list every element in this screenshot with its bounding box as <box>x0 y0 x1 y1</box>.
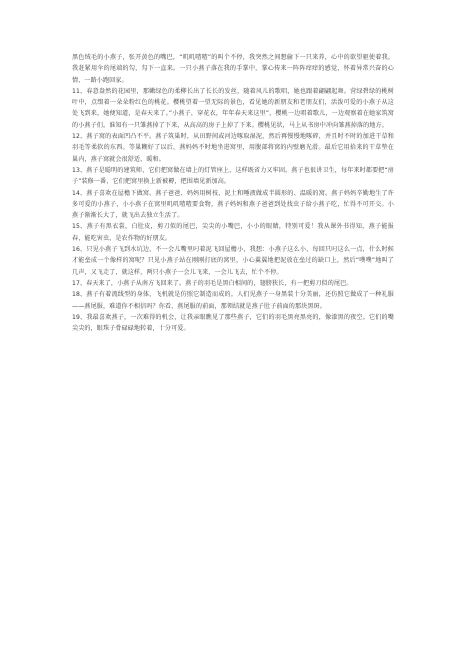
paragraph-13: 13、燕子是聪明的建筑师，它们把窝做在墙上的灯管座上，这样既省力又牢固。燕子也很讲卫生，每年来时都要把“房子”装修一番，它们把窝里换上新被褥，把围墙见新加高。 <box>72 166 394 186</box>
paragraph-12: 12、燕子窝的表面凹凸不平。燕子筑巢时，从田野间或河边啄取湿泥，然后再慢慢地啄碎，并且时不时的加进干草和羽毛等柔软的东西。等巢糊好了以后，燕妈妈不时地坐进窝里，用腹部将窝的内壁磨光滑。最后它用拾来的干草垫在巢内，燕子窝就会很舒适、暖和。 <box>72 133 394 163</box>
paragraph-19: 19、我最喜欢燕子，一次难得的机会，让我亲眼瞧见了那些燕子，它们的羽毛黑亮黑亮的，像漆黑的夜空。它们的嘴尖尖的，眼珠子骨碌碌地转着，十分可爱。 <box>72 313 394 333</box>
paragraph-16: 16、只见小燕子飞到水坑边，不一会儿嘴里叼着泥飞回屋檐小，我想：小燕子这么小，每回只叼这么一点，什么时候才能垒成一个像样的窝呢？只见小燕子站在刚刚打底的窝里，小心翼翼地把泥放在垒过的缺口上，然后“噗噗”地叫了几声，又飞走了，就这样，两只小燕子一会儿飞来，一会儿飞去，忙个不停。 <box>72 246 394 276</box>
paragraph-18: 18、燕子有着流线型的身体，飞机就是仿照它制造而成的。人们见燕子一身黑装十分美丽，还仿照它做成了一种礼服——燕尾服，难道你不相信吗？你看，燕尾服的前面，那领结就是燕子肚子前面的那块黑斑。 <box>72 291 394 310</box>
paragraph-15: 15、燕子有黑衣裳，白肚皮，剪刀似的尾巴，尖尖的小嘴巴，小小的眼睛，特别可爱！我从课外书得知，燕子能报春，能吃害虫，是农作物的好朋友。 <box>72 223 394 242</box>
paragraph-11: 11、春意盎然的花园里，那嫩绿色的柔柳长出了长长的发丝，随着风儿的歌唱，她也跟着翩翩起舞。营绿碧绿的桃树叶中，点缀着一朵朵粉红色的桃花。樱桃望着一望无际的景色，看见她的新朋友和老朋友们，活泼可爱的小燕子从这处飞到来，她便知道，是春天来了。”小燕子，穿花衣，年年春天来这里”，樱桃一边唱着歌儿，一边观察着在她家筑窝的小燕子们。谁知有一只雏燕掉了下来，从高高的房子上掉了下来。樱桃见状，马上从书房中冲向雏燕掉落的地方。 <box>72 87 394 129</box>
document-body <box>72 52 394 334</box>
paragraph-17: 17、春天来了，小燕子从南方飞回来了。燕子的羽毛是黑白相间的，翅膀狭长，有一把剪刀似的尾巴。 <box>72 279 353 287</box>
paragraph-intro: 黑色绒毛的小燕子，张开黄色的嘴巴，“叽叽喳喳”的叫个不停，我突然之间想偷下一只来养，心中的欲望驱使着我。我赶紧用伞的尾端的勾，勾下一直来。一只小燕子落在我的手掌中，掌心传来一阵阵痒痒的感觉，怀着异常兴奋的心情，一路小跑回家。 <box>72 54 394 84</box>
paragraph-14: 14、燕子喜欢在屋檐下做窝。燕子爸爸、妈妈用树枝、泥土和唾液做成半圆形的、温暖的窝。燕子妈妈辛勤地生了许多可爱的小燕子，小小燕子在窝里叽叽喳喳要食物，燕子妈妈和燕子爸爸到处找虫子给小燕子吃，忙得不可开交。小燕子渐渐长大了，就飞出去独立生活了。 <box>72 189 394 220</box>
